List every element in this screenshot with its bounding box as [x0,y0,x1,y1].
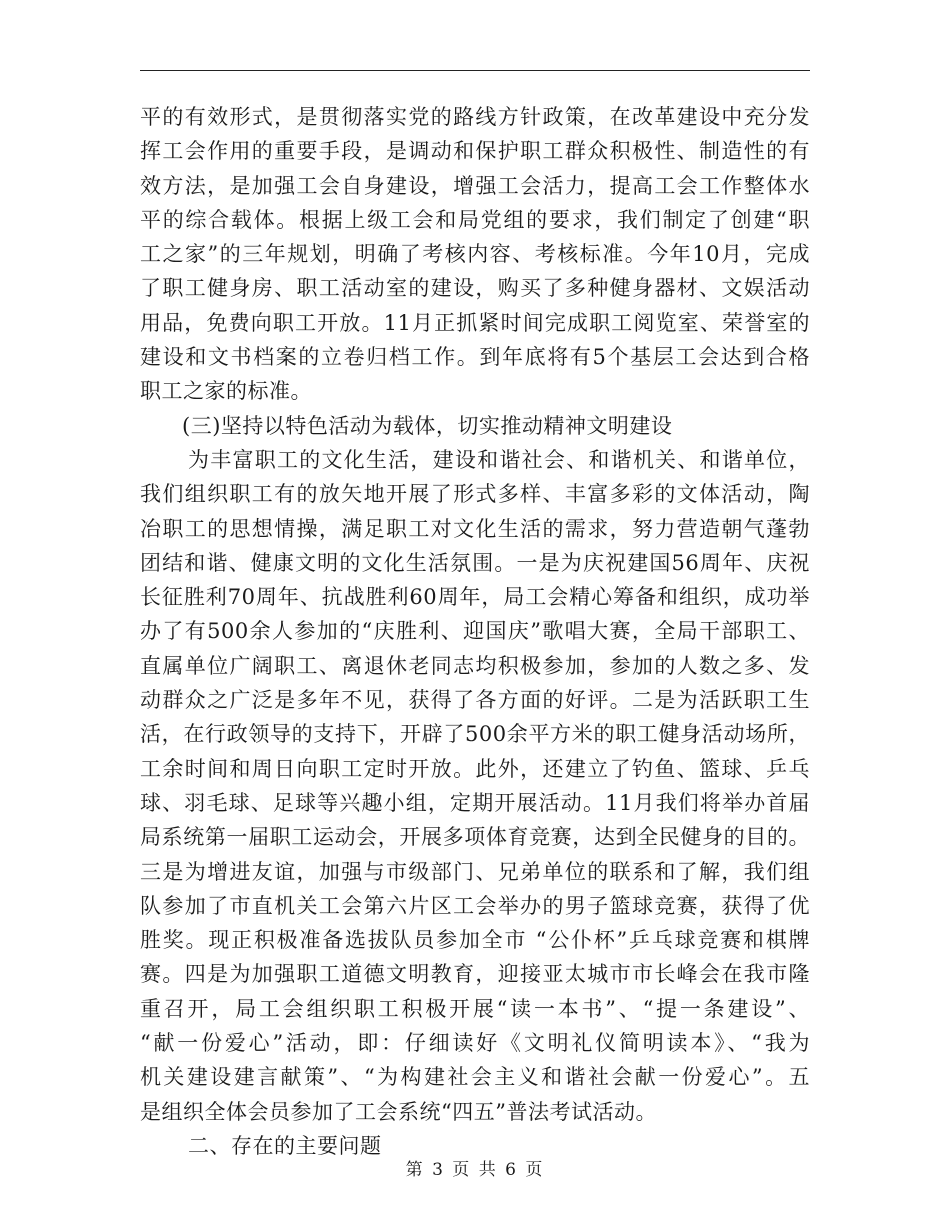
text-line: 为丰富职工的文化生活，建设和谐社会、和谐机关、和谐单位， [188,447,810,472]
text-line: 赛。四是为加强职工道德文明教育，迎接亚太城市市长峰会在我市隆 [140,962,810,987]
text-line: 冶职工的思想情操，满足职工对文化生活的需求，努力营造朝气蓬勃 [140,516,810,541]
text-line: 用品，免费向职工开放。11月正抓紧时间完成职工阅览室、荣誉室的 [140,310,810,335]
document-body [140,100,810,1163]
header-rule [140,70,810,71]
text-line: 平的有效形式，是贯彻落实党的路线方针政策，在改革建设中充分发 [140,105,810,129]
text-line: 队参加了市直机关工会第六片区工会举办的男子篮球竞赛，获得了优 [140,893,810,918]
text-line: 了职工健身房、职工活动室的建设，购买了多种健身器材、文娱活动 [140,276,810,301]
text-line: 机关建设建言献策”、“为构建社会主义和谐社会献一份爱心”。五 [140,1065,810,1090]
text-line: 挥工会作用的重要手段，是调动和保护职工群众积极性、制造性的有 [140,139,810,164]
section-heading: (三)坚持以特色活动为载体，切实推动精神文明建设 [182,413,673,438]
text-line: 球、羽毛球、足球等兴趣小组，定期开展活动。11月我们将举办首届 [140,790,810,815]
text-line: 团结和谐、健康文明的文化生活氛围。一是为庆祝建国56周年、庆祝 [140,550,810,575]
section-heading: 二、存在的主要问题 [188,1133,382,1158]
text-line: 重召开，局工会组织职工积极开展“读一本书”、“提一条建设”、 [140,996,810,1021]
text-line: 职工之家的标准。 [140,379,312,404]
text-line: 建设和文书档案的立卷归档工作。到年底将有5个基层工会达到合格 [140,345,810,370]
text-line: 局系统第一届职工运动会，开展多项体育竞赛，达到全民健身的目的。 [140,825,810,850]
text-line: 平的综合载体。根据上级工会和局党组的要求，我们制定了创建“职 [140,207,810,232]
text-line: 活，在行政领导的支持下，开辟了500余平方米的职工健身活动场所， [140,722,810,747]
text-line: 工之家”的三年规划，明确了考核内容、考核标准。今年10月，完成 [140,242,810,267]
text-line: “献一份爱心”活动，即：仔细读好《文明礼仪简明读本》、“我为 [140,1031,810,1056]
text-line: 我们组织职工有的放矢地开展了形式多样、丰富多彩的文体活动，陶 [140,482,810,507]
text-line: 效方法，是加强工会自身建设，增强工会活力，提高工会工作整体水 [140,173,810,198]
page-footer: 第 3 页 共 6 页 [405,1160,545,1180]
text-line: 办了有500余人参加的“庆胜利、迎国庆”歌唱大赛，全局干部职工、 [140,619,810,644]
text-line: 胜奖。现正积极准备选拔队员参加全市 “公仆杯”乒乓球竞赛和棋牌 [140,928,810,953]
text-line: 三是为增进友谊，加强与市级部门、兄弟单位的联系和了解，我们组 [140,859,810,884]
text-line: 长征胜利70周年、抗战胜利60周年，局工会精心筹备和组织，成功举 [140,585,810,610]
text-line: 动群众之广泛是多年不见，获得了各方面的好评。二是为活跃职工生 [140,688,810,713]
text-line: 直属单位广阔职工、离退休老同志均积极参加，参加的人数之多、发 [140,653,810,678]
text-line: 工余时间和周日向职工定时开放。此外，还建立了钓鱼、篮球、乒乓 [140,756,810,781]
text-line: 是组织全体会员参加了工会系统“四五”普法考试活动。 [140,1099,657,1124]
